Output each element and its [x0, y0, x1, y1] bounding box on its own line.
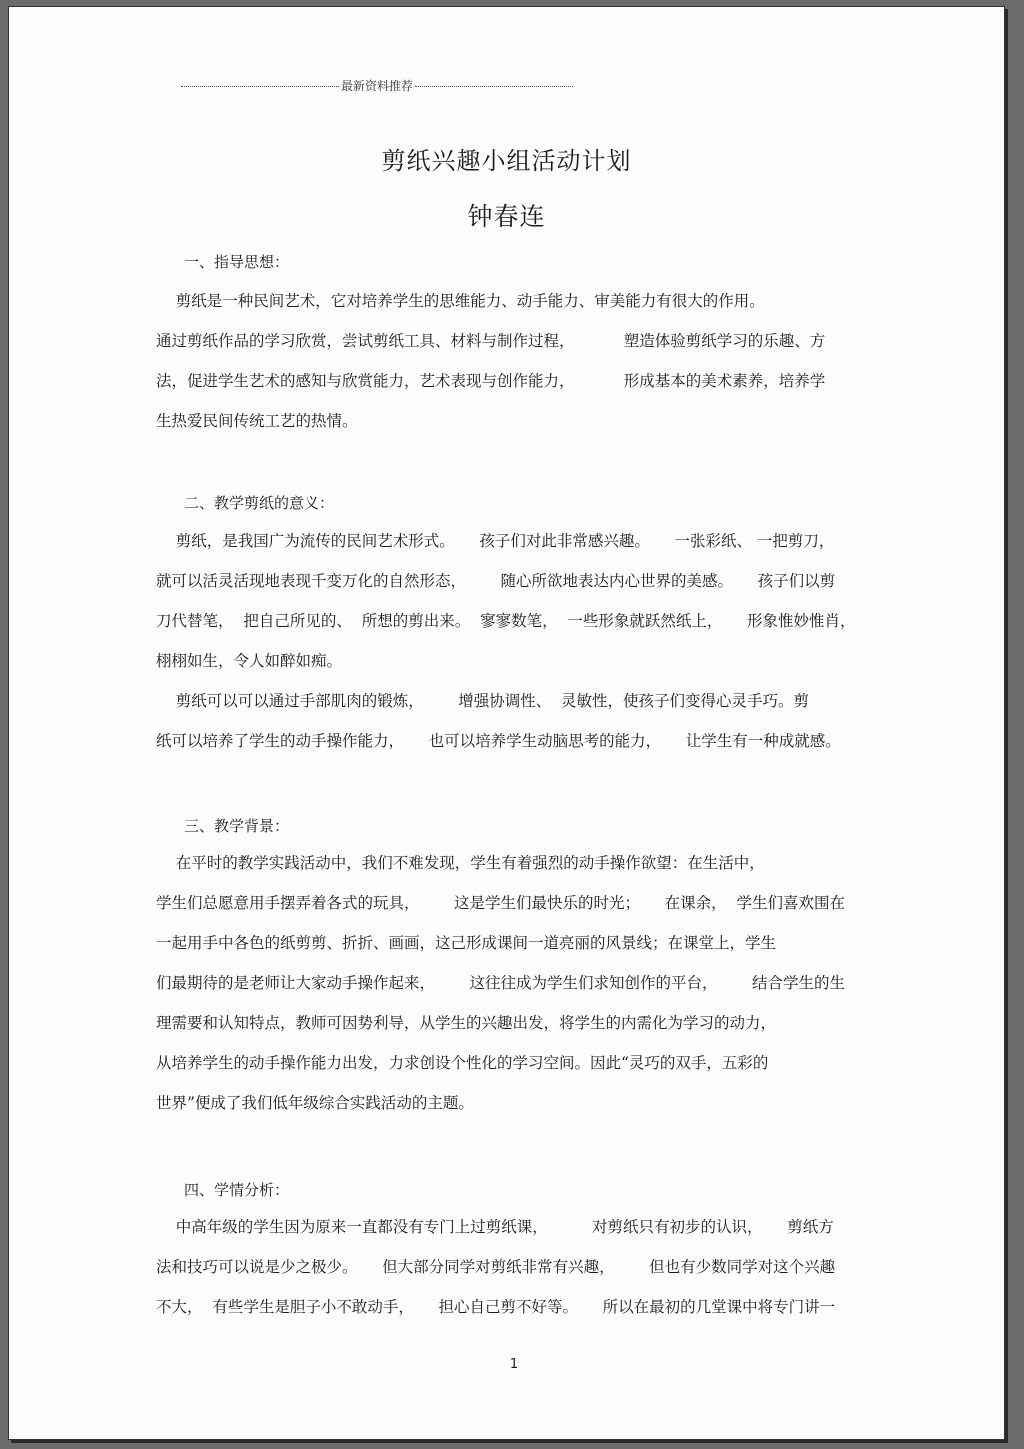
header-dots-left	[181, 86, 339, 87]
section-body-4	[156, 1207, 868, 1327]
document-title: 剪纸兴趣小组活动计划	[381, 147, 632, 175]
text-line: 从培养学生的动手操作能力出发，力求创设个性化的学习空间。因此“灵巧的双手，五彩的	[156, 1054, 769, 1072]
text-line: 一起用手中各色的纸剪剪、折折、画画，这己形成课间一道亮丽的风景线；在课堂上，学生	[156, 934, 777, 952]
text-line: 理需要和认知特点，教师可因势利导，从学生的兴趣出发，将学生的内需化为学习的动力，	[156, 1014, 777, 1032]
text-line: 法，促进学生艺术的感知与欣赏能力，艺术表现与创作能力， 形成基本的美术素养，培养学	[156, 372, 826, 390]
text-line: 在平时的教学实践活动中，我们不难发现，学生有着强烈的动手操作欲望：在生活中，	[156, 854, 765, 872]
section-body-3	[156, 843, 868, 1123]
header-dots-right	[415, 86, 573, 87]
page-header	[181, 77, 573, 94]
section-heading-4: 四、学情分析：	[184, 1181, 290, 1199]
document-page	[8, 6, 1005, 1440]
text-line: 剪纸是一种民间艺术，它对培养学生的思维能力、动手能力、审美能力有很大的作用。	[156, 292, 765, 310]
text-line: 就可以活灵活现地表现千变万化的自然形态， 随心所欲地表达内心世界的美感。 孩子们以剪	[156, 572, 836, 590]
text-line: 剪纸可以可以通过手部肌肉的锻炼， 增强协调性、 灵敏性，使孩子们变得心灵手巧。剪	[156, 692, 810, 710]
document-author: 钟春连	[467, 202, 546, 231]
text-line: 刀代替笔， 把自己所见的、 所想的剪出来。 寥寥数笔， 一些形象就跃然纸上， 形象惟妙惟肖，	[156, 612, 856, 630]
header-label: 最新资料推荐	[341, 79, 414, 93]
section-heading-2: 二、教学剪纸的意义：	[184, 494, 335, 512]
text-line: 不大， 有些学生是胆子小不敢动手， 担心自己剪不好等。 所以在最初的几堂课中将专门讲一	[156, 1298, 836, 1316]
page-number: 1	[509, 1357, 519, 1372]
text-line: 法和技巧可以说是少之极少。 但大部分同学对剪纸非常有兴趣， 但也有少数同学对这个兴趣	[156, 1258, 836, 1276]
text-line: 剪纸，是我国广为流传的民间艺术形式。 孩子们对此非常感兴趣。 一张彩纸、 一把剪刀，	[156, 532, 835, 550]
text-line: 中高年级的学生因为原来一直都没有专门上过剪纸课， 对剪纸只有初步的认识， 剪纸方	[156, 1218, 834, 1236]
text-line: 世界”便成了我们低年级综合实践活动的主题。	[156, 1094, 474, 1112]
text-line: 通过剪纸作品的学习欣赏，尝试剪纸工具、材料与制作过程， 塑造体验剪纸学习的乐趣、方	[156, 332, 826, 350]
text-line: 们最期待的是老师让大家动手操作起来， 这往往成为学生们求知创作的平台， 结合学生的生	[156, 974, 845, 992]
section-heading-3: 三、教学背景：	[184, 817, 290, 835]
text-line: 栩栩如生，令人如醉如痴。	[156, 652, 343, 670]
section-heading-1: 一、指导思想：	[184, 253, 290, 271]
section-body-2	[156, 521, 868, 761]
text-line: 学生们总愿意用手摆弄着各式的玩具， 这是学生们最快乐的时光； 在课余， 学生们喜欢围在	[156, 894, 845, 912]
text-line: 纸可以培养了学生的动手操作能力， 也可以培养学生动脑思考的能力， 让学生有一种成就感。	[156, 732, 841, 750]
section-body-1	[156, 281, 868, 441]
text-line: 生热爱民间传统工艺的热情。	[156, 412, 358, 430]
